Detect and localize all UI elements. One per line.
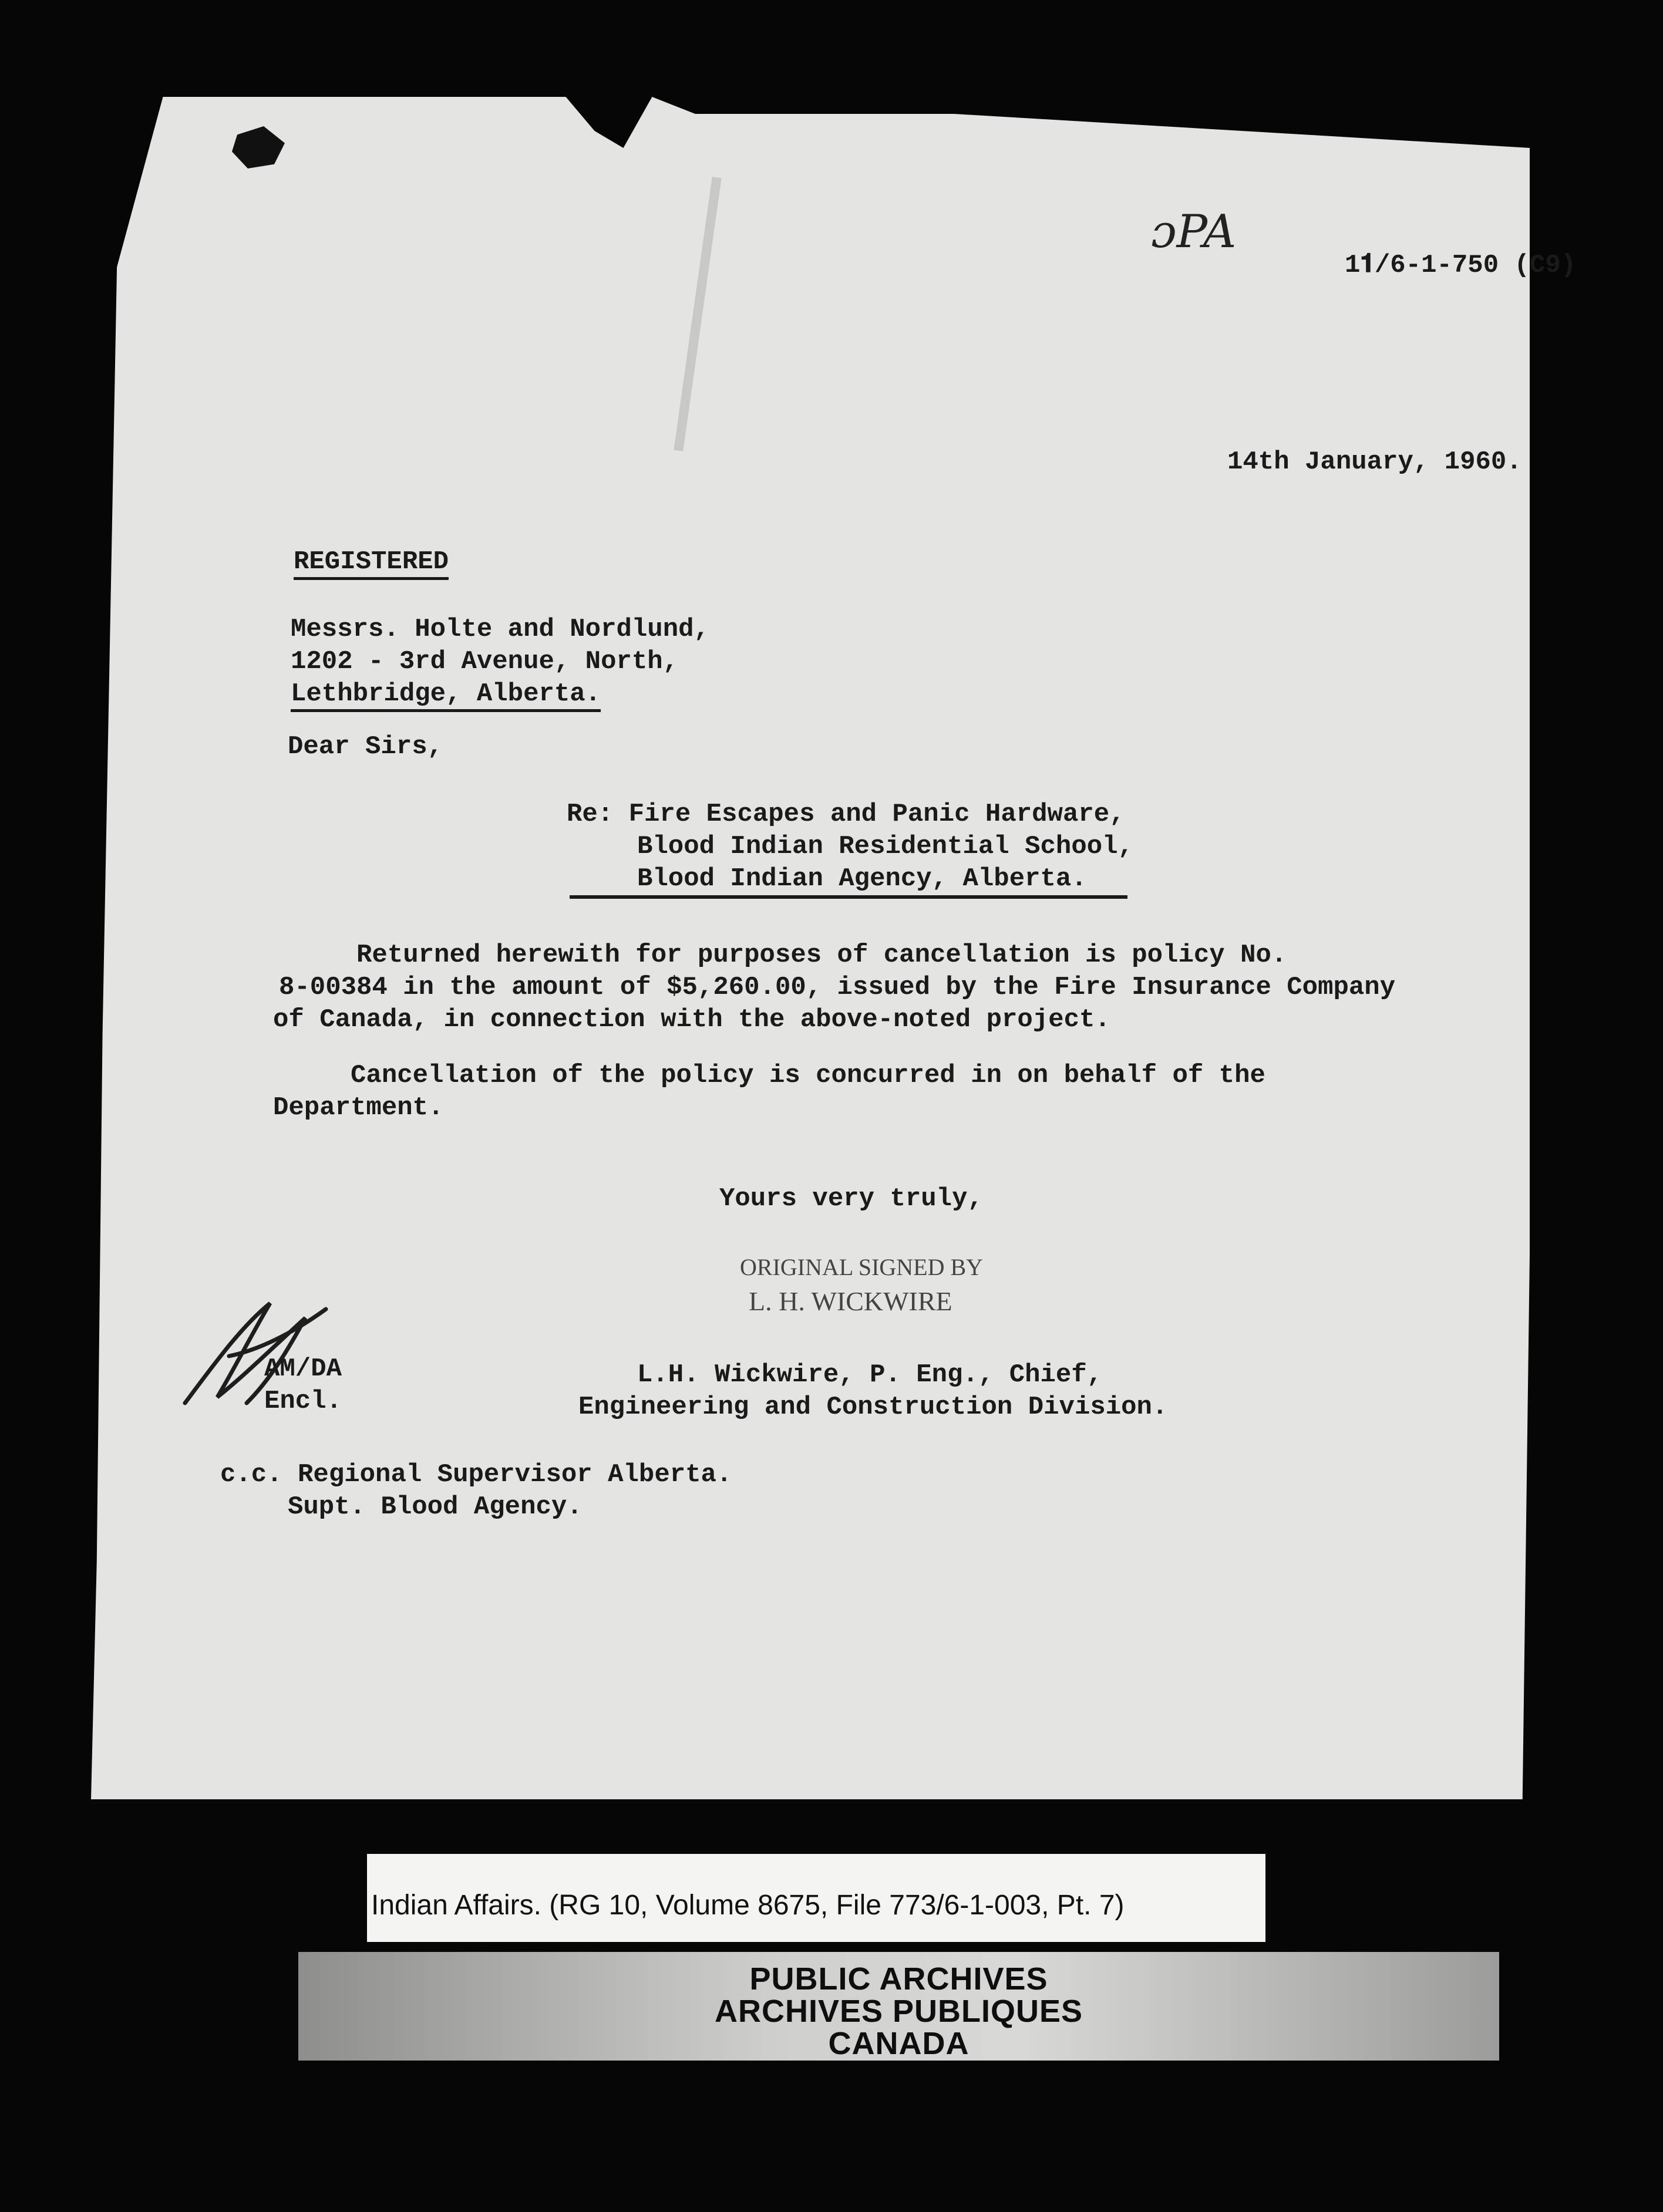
subject-underline — [570, 895, 1127, 899]
stamp-name: L. H. WICKWIRE — [749, 1286, 952, 1316]
handwritten-mark: ɔPA — [1151, 205, 1237, 258]
body-line: Returned herewith for purposes of cancellation is policy No. — [279, 940, 1287, 970]
salutation: Dear Sirs, — [288, 732, 443, 761]
body-line: Cancellation of the policy is concurred in on behalf of the — [273, 1061, 1265, 1090]
subject-line: Blood Indian Residential School, — [637, 832, 1133, 861]
archive-label-line: PUBLIC ARCHIVES — [749, 1961, 1048, 1997]
initials: AM/DA — [264, 1354, 342, 1384]
cc-line: c.c. Regional Supervisor Alberta. — [220, 1460, 732, 1489]
body-line: of Canada, in connection with the above-noted project. — [273, 1005, 1110, 1034]
subject-line: Re: Fire Escapes and Panic Hardware, — [567, 800, 1125, 829]
closing: Yours very truly, — [719, 1184, 983, 1213]
enclosure: Encl. — [264, 1387, 342, 1416]
address-line: 1202 - 3rd Avenue, North, — [291, 647, 679, 676]
body-line: Department. — [273, 1093, 444, 1122]
file-reference: 1𝟏/6-1-750 (C9) — [1345, 251, 1577, 280]
signatory-line: Engineering and Construction Division. — [578, 1392, 1168, 1422]
stamp-line: ORIGINAL SIGNED BY — [740, 1254, 984, 1280]
subject-line: Blood Indian Agency, Alberta. — [637, 864, 1087, 893]
letter-date: 14th January, 1960. — [1227, 447, 1522, 477]
archive-label-line: CANADA — [828, 2026, 969, 2061]
address-line: Messrs. Holte and Nordlund, — [291, 615, 709, 644]
caption-text: Indian Affairs. (RG 10, Volume 8675, File 773/6-1-003, Pt. 7) — [371, 1890, 1125, 1921]
archive-label-line: ARCHIVES PUBLIQUES — [714, 1994, 1083, 2029]
cc-line: Supt. Blood Agency. — [288, 1492, 583, 1522]
body-line: 8-00384 in the amount of $5,260.00, issued by the Fire Insurance Company — [279, 973, 1396, 1002]
signatory-line: L.H. Wickwire, P. Eng., Chief, — [637, 1360, 1103, 1390]
address-line: Lethbridge, Alberta. — [291, 681, 601, 712]
registered-label: REGISTERED — [294, 549, 449, 580]
